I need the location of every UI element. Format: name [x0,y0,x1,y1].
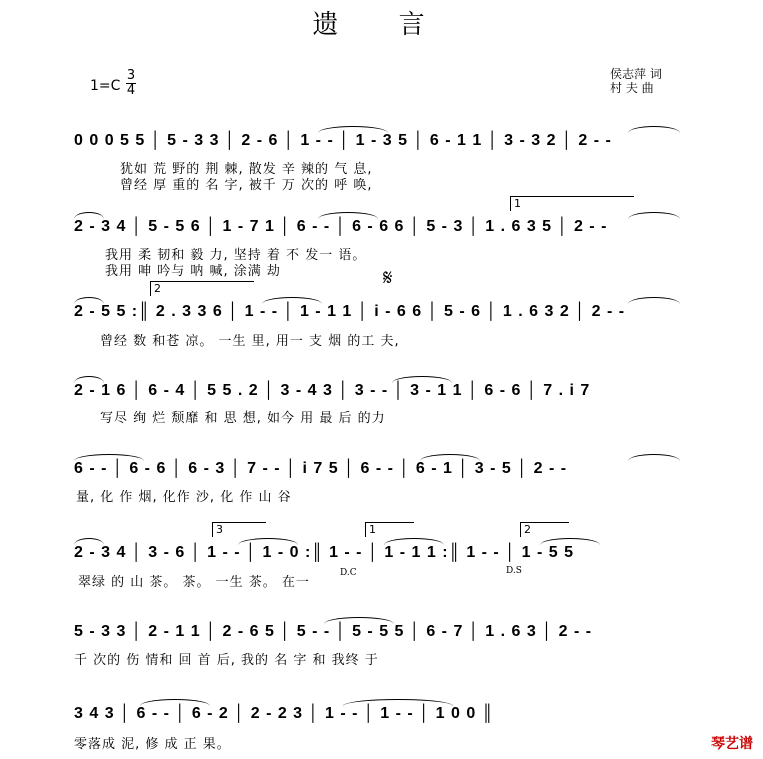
volta-1b: 1 [365,522,414,537]
tie-arc [324,617,394,624]
lyrics-row-6: 翠绿 的 山 茶。 茶。 一生 茶。 在一 [78,575,310,590]
segno-icon: 𝄋 [383,266,393,291]
tie-arc [420,454,480,461]
volta-1: 1 [510,196,634,211]
tie-arc [238,538,298,545]
ds-marker: D.S [506,566,522,576]
lyrics-row-2-verse-2: 我用 呻 吟与 呐 喊, 涂满 劫 [105,264,281,279]
tie-arc [74,538,104,545]
tie-arc [628,454,680,461]
lyrics-row-3: 曾经 数 和苍 凉。 一生 里, 用一 支 烟 的工 夫, [100,334,400,349]
notes-row-1: 0 0 0 5 5 │ 5 - 3 3 │ 2 - 6 │ 1 - - │ 1 - 3 5 │ 6 - 1 1 │ 3 - 3 2 │ 2 - - [74,132,612,149]
tie-arc [392,376,452,383]
time-sig-top: 3 [126,68,136,83]
notes-row-3: 2 - 5 5 :║ 2 . 3 3 6 │ 1 - - │ 1 - 1 1 │ i - 6 6 │ 5 - 6 │ 1 . 6 3 2 │ 2 - - [74,303,626,320]
tie-arc [74,212,104,219]
notes-row-5: 6 - - │ 6 - 6 │ 6 - 3 │ 7 - - │ i 7 5 │ 6 - - │ 6 - 1 │ 3 - 5 │ 2 - - [74,460,568,477]
lyrics-row-7: 千 次的 伤 情和 回 首 后, 我的 名 字 和 我终 于 [74,653,379,668]
lyrics-row-2-verse-1: 我用 柔 韧和 毅 力, 坚持 着 不 发一 语。 [105,248,367,263]
tie-arc [628,126,680,133]
lyricist-credit: 侯志萍 词 [610,67,662,81]
tie-arc [343,699,453,706]
composer-credit: 村 夫 曲 [610,81,654,95]
notes-row-2: 2 - 3 4 │ 5 - 5 6 │ 1 - 7 1 │ 6 - - │ 6 - 6 6 │ 5 - 3 │ 1 . 6 3 5 │ 2 - - [74,218,608,235]
lyrics-row-5: 量, 化 作 烟, 化作 沙, 化 作 山 谷 [76,490,292,505]
tie-arc [318,126,388,133]
lyrics-row-1-verse-2: 曾经 厚 重的 名 字, 被千 万 次的 呼 唤, [120,178,373,193]
lyrics-row-1-verse-1: 犹如 荒 野的 荆 棘, 散发 辛 辣的 气 息, [120,162,373,177]
tie-arc [74,297,104,304]
tie-arc [318,212,378,219]
tie-arc [140,699,210,706]
key-signature: 1=C [90,78,121,94]
time-signature [126,70,136,97]
notes-row-4: 2 - 1 6 │ 6 - 4 │ 5 5 . 2 │ 3 - 4 3 │ 3 - - │ 3 - 1 1 │ 6 - 6 │ 7 . i 7 [74,382,591,399]
tie-arc [262,297,322,304]
lyrics-row-8: 零落成 泥, 修 成 正 果。 [74,737,231,752]
notes-row-7: 5 - 3 3 │ 2 - 1 1 │ 2 - 6 5 │ 5 - - │ 5 - 5 5 │ 6 - 7 │ 1 . 6 3 │ 2 - - [74,623,593,640]
lyrics-row-4: 写尽 绚 烂 颓靡 和 思 想, 如今 用 最 后 的力 [100,411,386,426]
tie-arc [628,212,680,219]
dc-marker: D.C [340,568,357,578]
notes-row-8: 3 4 3 │ 6 - - │ 6 - 2 │ 2 - 2 3 │ 1 - - │ 1 - - │ 1 0 0 ║ [74,705,495,722]
volta-3: 3 [212,522,266,537]
time-sig-bottom: 4 [126,83,136,98]
tie-arc [384,538,444,545]
tie-arc [74,376,104,383]
volta-2: 2 [150,281,254,296]
tie-arc [540,538,600,545]
volta-2b: 2 [520,522,569,537]
notes-row-6: 2 - 3 4 │ 3 - 6 │ 1 - - │ 1 - 0 :║ 1 - - │ 1 - 1 1 :║ 1 - - │ 1 - 5 5 [74,544,575,561]
site-logo: 琴艺谱 [711,736,753,752]
page-title: 遗 言 [312,10,451,40]
tie-arc [628,297,680,304]
tie-arc [74,454,144,461]
